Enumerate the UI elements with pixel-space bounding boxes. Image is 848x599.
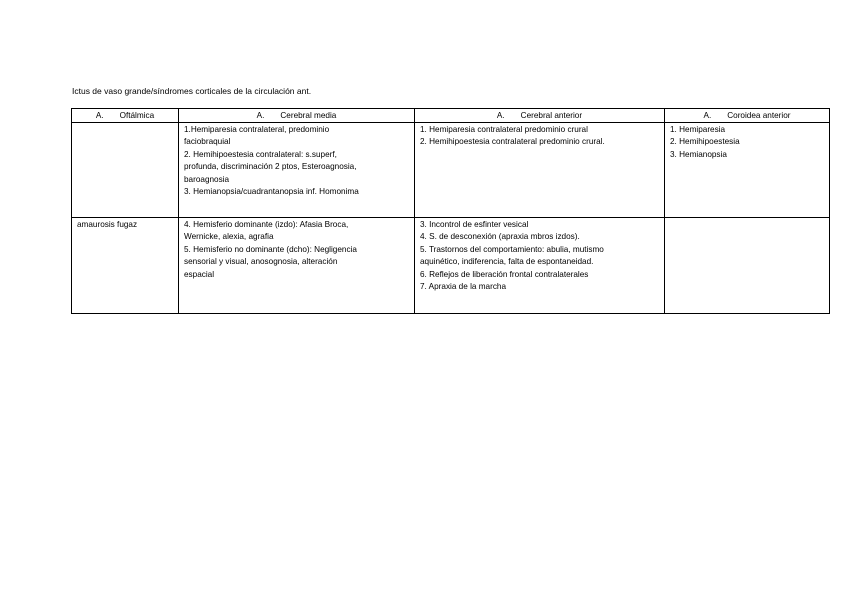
header-coroidea-anterior	[665, 109, 830, 123]
cell-line: profunda, discriminación 2 ptos, Esteroagnosia,	[184, 162, 357, 172]
header-cerebral-anterior	[415, 109, 665, 123]
cell-cerebral-anterior	[415, 218, 665, 314]
cell-cerebral-anterior	[415, 123, 665, 218]
cell-line: 2. Hemihipoestesia contralateral: s.superf,	[184, 149, 337, 159]
cell-oftalmica	[72, 123, 179, 218]
cell-cerebral-media	[179, 123, 415, 218]
cell-line: 6. Reflejos de liberación frontal contralaterales	[420, 269, 589, 279]
table-row	[72, 218, 830, 314]
cell-line: 5. Trastornos del comportamiento: abulia, mutismo	[420, 244, 604, 254]
cell-cerebral-media	[179, 218, 415, 314]
header-letter: A.	[95, 111, 104, 120]
arteries-table	[71, 108, 830, 314]
cell-coroidea-anterior	[665, 123, 830, 218]
cell-line: 3. Hemianopsia/cuadrantanopsia inf. Homonima	[184, 187, 359, 197]
header-name: Cerebral anterior	[520, 111, 583, 120]
cell-line: 4. Hemisferio dominante (izdo): Afasia Broca,	[184, 220, 349, 229]
cell-line: aquinético, indiferencia, falta de espontaneidad.	[420, 257, 594, 267]
table-row	[72, 123, 830, 218]
table-header-row	[72, 109, 830, 123]
document-title: Ictus de vaso grande/síndromes corticales de la circulación ant.	[72, 86, 312, 96]
header-oftalmica	[72, 109, 179, 123]
header-letter: A.	[703, 111, 712, 120]
cell-line: amaurosis fugaz	[77, 220, 138, 229]
cell-line: espacial	[184, 269, 215, 279]
cell-line: Wernicke, alexia, agrafia	[184, 232, 274, 242]
cell-line: 3. Hemianopsia	[670, 149, 727, 159]
header-name: Oftálmica	[119, 111, 155, 120]
cell-line: 4. S. de desconexión (apraxia mbros izdos).	[420, 232, 580, 242]
cell-line: sensorial y visual, anosognosia, alteración	[184, 257, 338, 267]
cell-line: 1.Hemiparesia contralateral, predominio	[184, 125, 330, 134]
header-name: Coroidea anterior	[727, 111, 791, 120]
cell-line: 1. Hemiparesia contralateral predominio crural	[420, 125, 588, 134]
cell-line: 1. Hemiparesia	[670, 125, 726, 134]
header-letter: A.	[256, 111, 265, 120]
cell-line: 7. Apraxia de la marcha	[420, 282, 507, 292]
cell-line: 2. Hemihipoestesia contralateral predominio crural.	[420, 137, 605, 147]
cell-line: 2. Hemihipoestesia	[670, 137, 740, 147]
cell-line: faciobraquial	[184, 137, 231, 147]
header-letter: A.	[496, 111, 505, 120]
cell-line: 5. Hemisferio no dominante (dcho): Negligencia	[184, 244, 357, 254]
cell-line: baroagnosia	[184, 174, 230, 184]
header-name: Cerebral media	[280, 111, 337, 120]
cell-line: 3. Incontrol de esfinter vesical	[420, 220, 529, 229]
header-cerebral-media	[179, 109, 415, 123]
cell-oftalmica	[72, 218, 179, 314]
cell-coroidea-anterior	[665, 218, 830, 314]
